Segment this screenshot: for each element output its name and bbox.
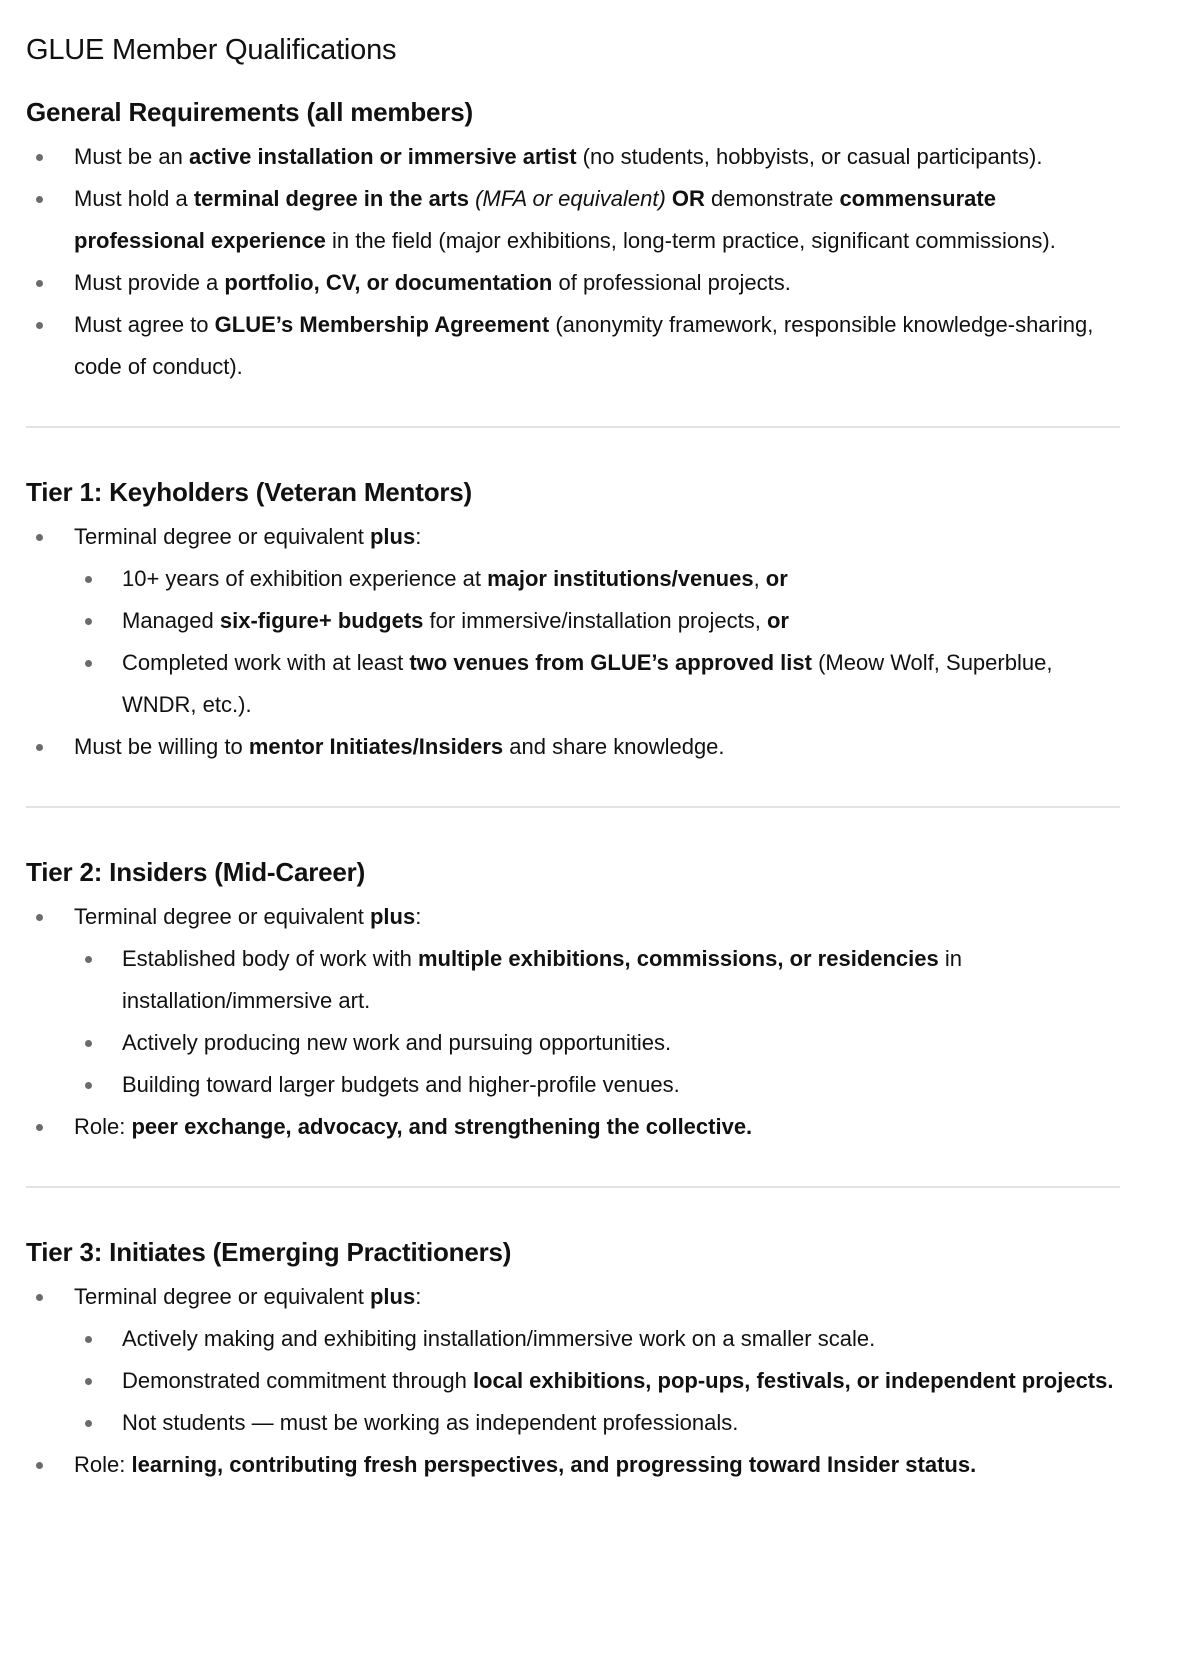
general-requirements-list: [26, 136, 1120, 388]
list-item: Must be an active installation or immersive artist (no students, hobbyists, or casual participants).: [26, 136, 1120, 178]
list-item: Must provide a portfolio, CV, or documentation of professional projects.: [26, 262, 1120, 304]
sub-list-item: Not students — must be working as independent professionals.: [74, 1402, 1120, 1444]
tier2-sublist: [74, 938, 1120, 1106]
sub-list-item: Established body of work with multiple exhibitions, commissions, or residencies in installation/immersive art.: [74, 938, 1120, 1022]
section-divider: [26, 806, 1120, 808]
list-item: Role: learning, contributing fresh perspectives, and progressing toward Insider status.: [26, 1444, 1120, 1486]
sub-list-item: Building toward larger budgets and higher-profile venues.: [74, 1064, 1120, 1106]
sub-list-item: Completed work with at least two venues from GLUE’s approved list (Meow Wolf, Superblue, WNDR, etc.).: [74, 642, 1120, 726]
tier3-sublist: [74, 1318, 1120, 1444]
tier2-list: [26, 896, 1120, 1148]
tier3-heading: Tier 3: Initiates (Emerging Practitioners): [26, 1237, 512, 1267]
tier1-heading: Tier 1: Keyholders (Veteran Mentors): [26, 477, 473, 507]
sub-list-item: Demonstrated commitment through local exhibitions, pop-ups, festivals, or independent projects.: [74, 1360, 1120, 1402]
sub-list-item: Actively making and exhibiting installation/immersive work on a smaller scale.: [74, 1318, 1120, 1360]
section-divider: [26, 426, 1120, 428]
list-item: Must hold a terminal degree in the arts (MFA or equivalent) OR demonstrate commensurate professional experience in the field (major exhibitions, long-term practice, significant commissions).: [26, 178, 1120, 262]
list-item: Role: peer exchange, advocacy, and strengthening the collective.: [26, 1106, 1120, 1148]
sub-list-item: Managed six-figure+ budgets for immersive/installation projects, or: [74, 600, 1120, 642]
page-title: GLUE Member Qualifications: [26, 34, 397, 66]
general-requirements-heading: General Requirements (all members): [26, 97, 473, 127]
sub-list-item: 10+ years of exhibition experience at major institutions/venues, or: [74, 558, 1120, 600]
list-item: Terminal degree or equivalent plus: Established body of work with multiple exhibitions, commissions, or residencies in installation/immersive art. Actively producing new work and pursuing opportunities. Building toward larger budgets and higher-profile venues.: [26, 896, 1120, 1106]
list-item: Must agree to GLUE’s Membership Agreement (anonymity framework, responsible knowledge-sharing, code of conduct).: [26, 304, 1120, 388]
sub-list-item: Actively producing new work and pursuing opportunities.: [74, 1022, 1120, 1064]
tier3-list: [26, 1276, 1120, 1486]
tier2-heading: Tier 2: Insiders (Mid-Career): [26, 857, 366, 887]
list-item: Terminal degree or equivalent plus: Actively making and exhibiting installation/immersive work on a smaller scale. Demonstrated commitment through local exhibitions, pop-ups, festivals, or independent projects. Not students — must be working as independent professionals.: [26, 1276, 1120, 1444]
tier1-list: [26, 516, 1120, 768]
list-item: Terminal degree or equivalent plus: 10+ years of exhibition experience at major institutions/venues, or Managed six-figure+ budgets for immersive/installation projects, or Completed work with at least two venues from GLUE’s approved list (Meow Wolf, Superblue, WNDR, etc.).: [26, 516, 1120, 726]
list-item: Must be willing to mentor Initiates/Insiders and share knowledge.: [26, 726, 1120, 768]
tier1-sublist: [74, 558, 1120, 726]
section-divider: [26, 1186, 1120, 1188]
